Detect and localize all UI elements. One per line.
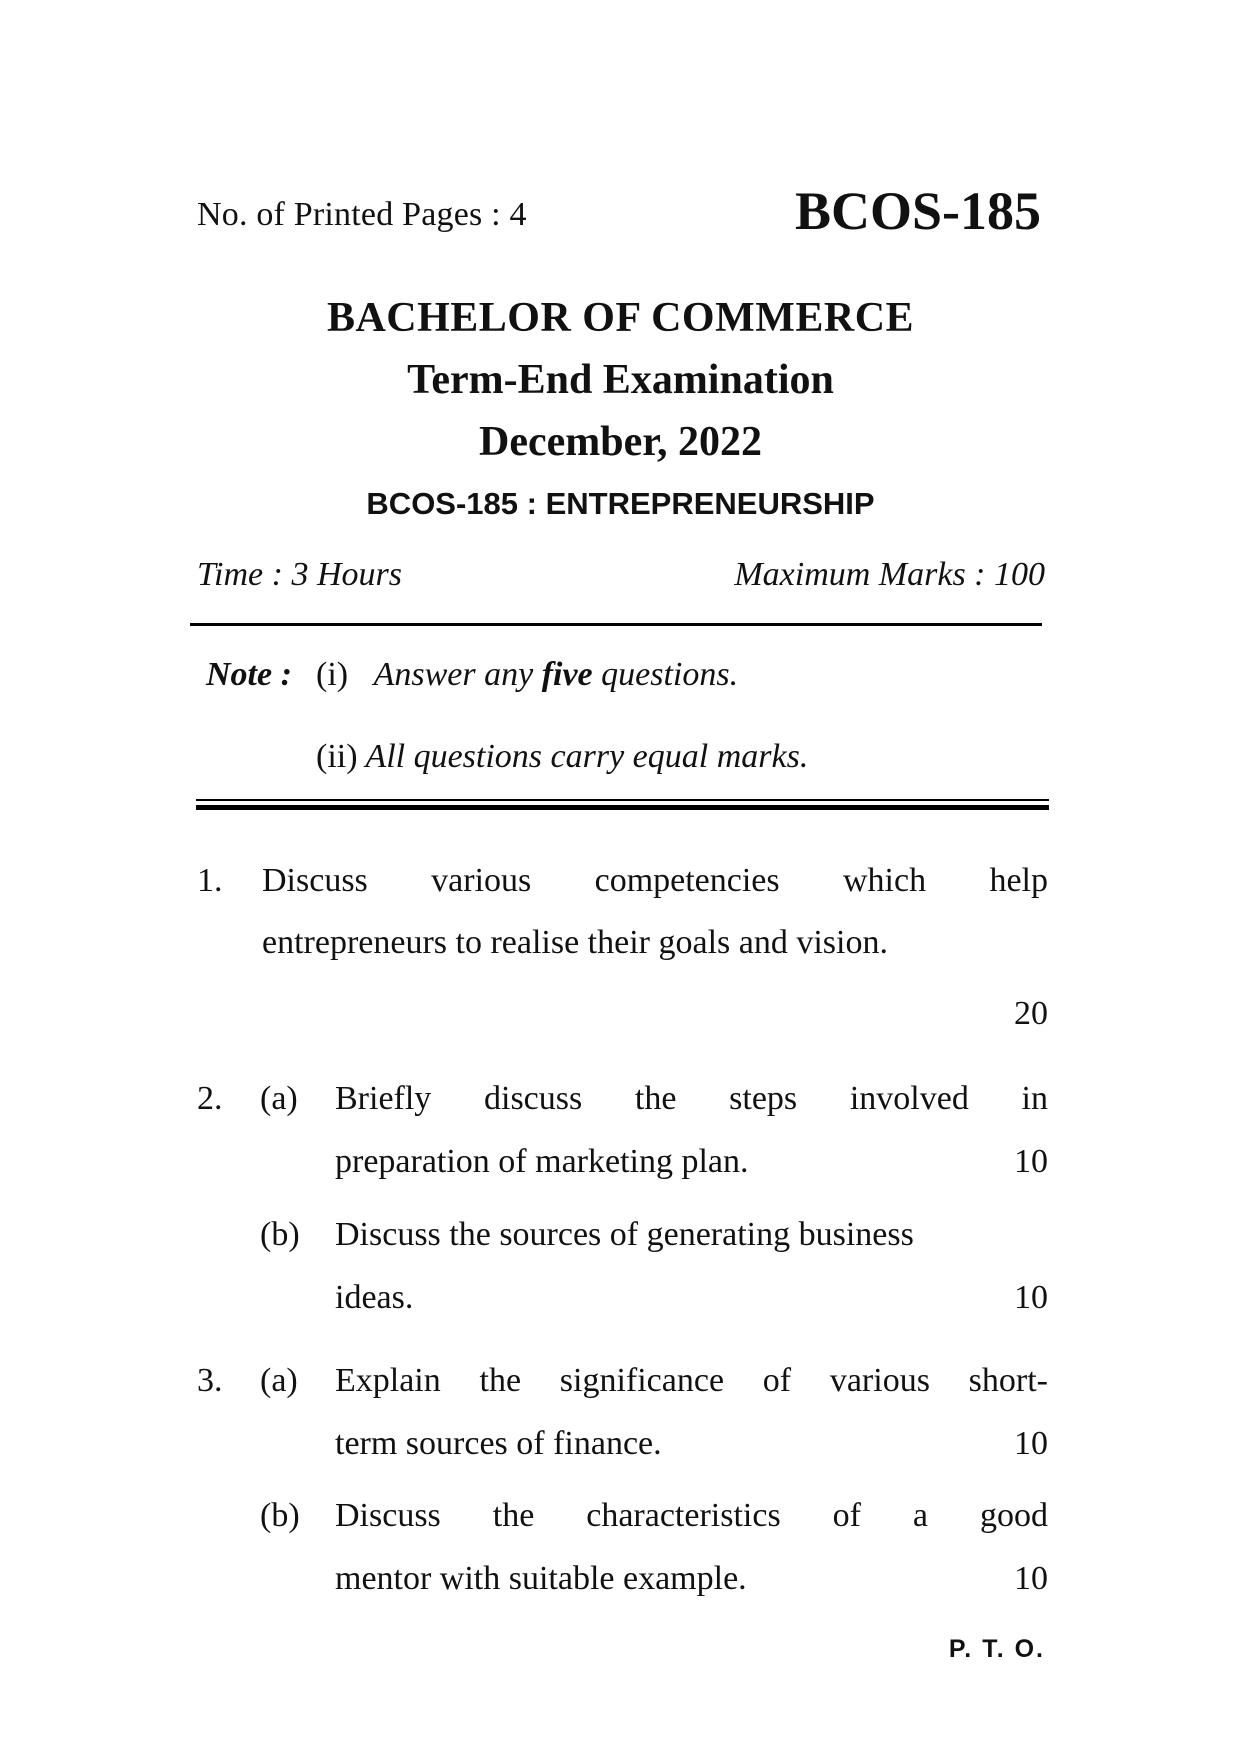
divider-rule xyxy=(190,623,1042,626)
note-item-text: Answer any xyxy=(373,656,542,693)
please-turn-over: P. T. O. xyxy=(948,1635,1045,1663)
word: involved xyxy=(849,1080,969,1117)
question-marks: 10 xyxy=(1014,1560,1048,1597)
word: Discuss xyxy=(335,1497,441,1534)
word: characteristics xyxy=(586,1497,781,1534)
word: good xyxy=(979,1497,1048,1534)
question-text-line xyxy=(335,1497,1048,1535)
word: various xyxy=(829,1362,930,1399)
question-marks: 10 xyxy=(1014,1425,1048,1462)
word: a xyxy=(912,1497,929,1534)
note-item-number: (ii) xyxy=(316,738,358,775)
note-label-text: Note : xyxy=(206,656,292,693)
question-part-label: (a) xyxy=(260,1080,298,1117)
word: help xyxy=(989,862,1048,899)
question-part-label: (a) xyxy=(260,1362,298,1399)
word: of xyxy=(832,1497,861,1534)
exam-type: Term-End Examination xyxy=(407,357,834,403)
word: the xyxy=(492,1497,535,1534)
word: Explain xyxy=(335,1362,441,1399)
question-text-line: entrepreneurs to realise their goals and vision. xyxy=(262,924,888,961)
program-title: BACHELOR OF COMMERCE xyxy=(326,295,915,341)
word: steps xyxy=(729,1080,798,1117)
double-rule-thin xyxy=(196,799,1049,801)
question-marks: 10 xyxy=(1014,1279,1048,1316)
question-text-line: Discuss the sources of generating business xyxy=(335,1216,914,1253)
note-item-number: (i) xyxy=(316,656,349,693)
paper-code: BCOS-185 xyxy=(794,181,1041,241)
word: Briefly xyxy=(335,1080,432,1117)
exam-duration: Time : 3 Hours xyxy=(197,556,402,593)
note-item-1 xyxy=(316,656,738,694)
course-title: BCOS-185 : ENTREPRENEURSHIP xyxy=(366,486,875,521)
word: competencies xyxy=(594,862,780,899)
printed-pages-count: No. of Printed Pages : 4 xyxy=(197,196,527,233)
question-part-label: (b) xyxy=(260,1497,300,1534)
word: the xyxy=(479,1362,522,1399)
question-text-line xyxy=(335,1080,1048,1118)
question-text-line: preparation of marketing plan. xyxy=(335,1143,749,1180)
question-marks: 20 xyxy=(1014,995,1048,1032)
question-text-line xyxy=(335,1362,1048,1400)
word: short- xyxy=(968,1362,1048,1399)
question-text-line: ideas. xyxy=(335,1279,414,1316)
question-number: 1. xyxy=(197,862,223,899)
question-text-line: term sources of finance. xyxy=(335,1425,662,1462)
question-text-line: mentor with suitable example. xyxy=(335,1560,747,1597)
question-number: 3. xyxy=(197,1362,223,1399)
word: the xyxy=(634,1080,677,1117)
maximum-marks: Maximum Marks : 100 xyxy=(734,556,1045,593)
question-text-line xyxy=(262,862,1048,900)
note-item-2 xyxy=(316,738,808,776)
note-item-text: All questions carry equal marks. xyxy=(357,738,809,775)
word: discuss xyxy=(484,1080,583,1117)
question-marks: 10 xyxy=(1014,1143,1048,1180)
note-item-emphasis: five xyxy=(541,656,593,693)
word: various xyxy=(431,862,532,899)
word: which xyxy=(843,862,927,899)
word: of xyxy=(762,1362,792,1399)
note-label xyxy=(206,656,292,694)
word: significance xyxy=(559,1362,725,1399)
double-rule-thick xyxy=(196,805,1049,810)
exam-date: December, 2022 xyxy=(478,419,763,465)
question-part-label: (b) xyxy=(260,1216,300,1253)
note-item-text: questions. xyxy=(592,656,739,693)
word: in xyxy=(1021,1080,1048,1117)
word: Discuss xyxy=(262,862,368,899)
question-number: 2. xyxy=(197,1080,223,1117)
